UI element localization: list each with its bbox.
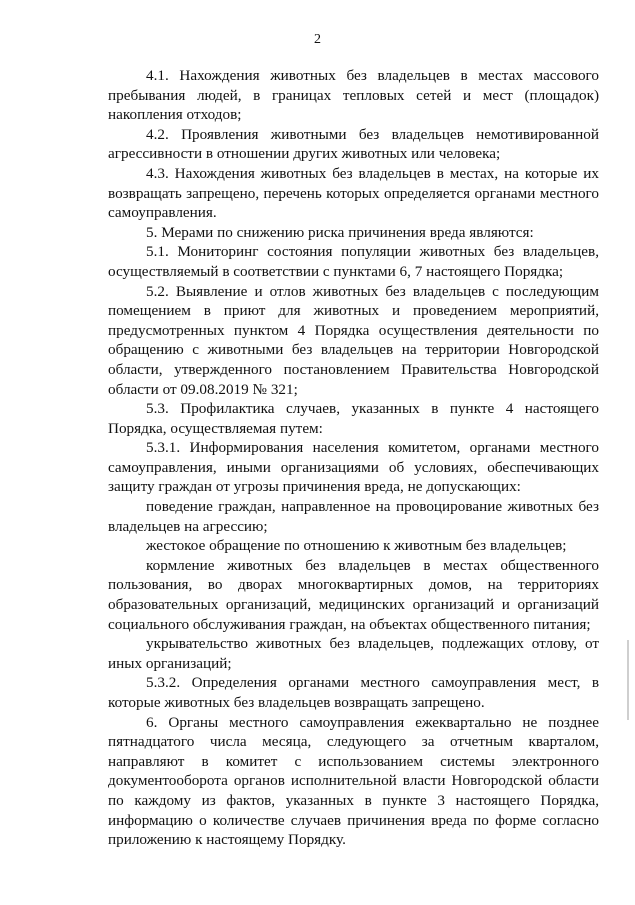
paragraph-4-3: 4.3. Нахождения животных без владельцев в местах, на которые их возвращать запрещено, перечень которых определяется органами местного самоуправления. [108,164,599,222]
paragraph-4-2: 4.2. Проявления животными без владельцев немотивированной агрессивности в отношении других животных или человека; [108,125,599,163]
paragraph-5-3: 5.3. Профилактика случаев, указанных в пункте 4 настоящего Порядка, осуществляемая путем: [108,400,599,437]
paragraph-6: 6. Органы местного самоуправления ежеквартально не позднее пятнадцатого числа месяца, следующего за отчетным кварталом, направляют в комитет с использованием системы электронного документооборота органов исполнительной власти Новгородской области по каждому из фактов, указанных в пункте 3 настоящего Порядка, информацию о количестве случаев причинения вреда по форме согласно приложению к настоящему Порядку. [108,713,599,849]
paragraph-5-2: 5.2. Выявление и отлов животных без владельцев с последующим помещением в приют для животных и проведением мероприятий, предусмотренных пунктом 4 Порядка осуществления деятельности по обращению с животными без владельцев на территории Новгородской области, утвержденного постановлением Правительства Новгородской области от 09.08.2019 № 321; [108,282,599,398]
list-item-provocation: поведение граждан, направленное на провоцирование животных без владельцев на агрессию; [108,498,599,535]
paragraph-5-1: 5.1. Мониторинг состояния популяции животных без владельцев, осуществляемый в соответствии с пунктами 6, 7 настоящего Порядка; [108,243,599,280]
page-number: 2 [314,32,321,47]
paragraph-4-1: 4.1. Нахождения животных без владельцев в местах массового пребывания людей, в границах тепловых сетей и мест (площадок) накопления отходов; [108,67,599,124]
document-body [108,66,599,850]
scan-edge-mark [627,640,629,720]
paragraph-5-3-2: 5.3.2. Определения органами местного самоуправления мест, в которые животных без владельцев возвращать запрещено. [108,674,599,711]
paragraph-5: 5. Мерами по снижению риска причинения вреда являются: [146,223,534,241]
paragraph-5-3-1: 5.3.1. Информирования населения комитетом, органами местного самоуправления, иными организациями об условиях, обеспечивающих защиту граждан от угрозы причинения вреда, не допускающих: [108,439,599,496]
list-item-feeding: кормление животных без владельцев в местах общественного пользования, во дворах многоквартирных домов, на территориях образовательных организаций, медицинских организаций и организаций социального обслуживания граждан, на объектах общественного питания; [108,556,599,633]
list-item-concealment: укрывательство животных без владельцев, подлежащих отлову, от иных организаций; [108,635,599,672]
list-item-cruelty: жестокое обращение по отношению к животным без владельцев; [146,537,567,555]
